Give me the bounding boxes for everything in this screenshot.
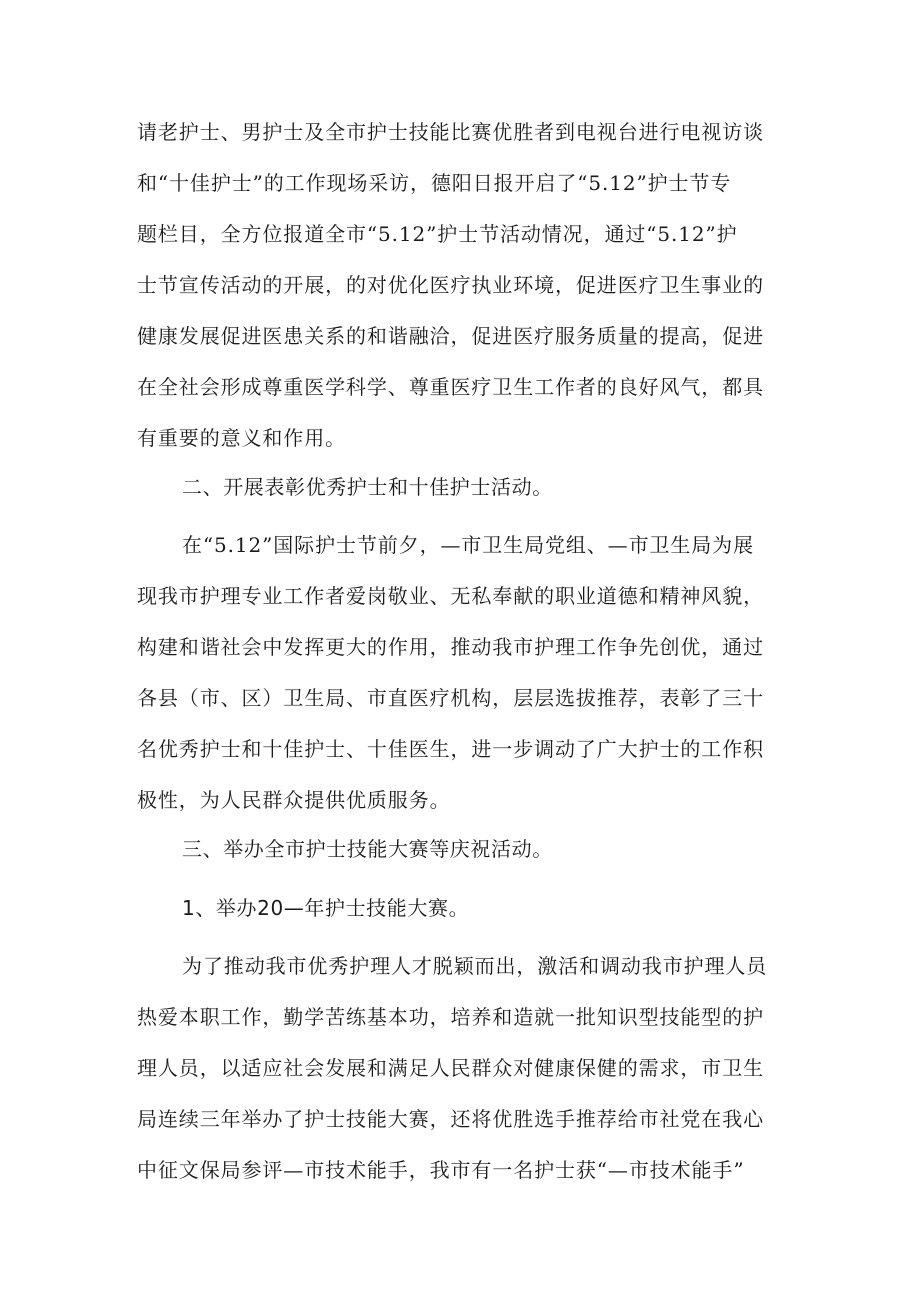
paragraph-6-line-1: 为了推动我市优秀护理人才脱颖而出，激活和调动我市护理人员 xyxy=(182,954,768,978)
paragraph-1-line-5: 健康发展促进医患关系的和谐融洽，促进医疗服务质量的提高，促进 xyxy=(137,324,764,348)
paragraph-1-line-7: 有重要的意义和作用。 xyxy=(137,426,346,450)
paragraph-1-line-2: 和“十佳护士”的工作现场采访，德阳日报开启了“5.12”护士节专 xyxy=(137,171,732,195)
paragraph-6-line-2: 热爱本职工作，勤学苦练基本功，培养和造就一批知识型技能型的护 xyxy=(137,1005,764,1029)
paragraph-6-line-5: 中征文保局参评—市技术能手，我市有一名护士获“—市技术能手” xyxy=(137,1158,745,1182)
paragraph-3-line-3: 构建和谐社会中发挥更大的作用，推动我市护理工作争先创优，通过 xyxy=(137,635,764,659)
section-heading-3: 三、举办全市护士技能大赛等庆祝活动。 xyxy=(182,837,553,861)
paragraph-1-line-4: 士节宣传活动的开展，的对优化医疗执业环境，促进医疗卫生事业的 xyxy=(137,273,764,297)
paragraph-3-line-2: 现我市护理专业工作者爱岗敬业、无私奉献的职业道德和精神风貌， xyxy=(137,584,764,608)
paragraph-1-line-3: 题栏目，全方位报道全市“5.12”护士节活动情况，通过“5.12”护 xyxy=(137,222,738,246)
paragraph-6-line-3: 理人员，以适应社会发展和满足人民群众对健康保健的需求，市卫生 xyxy=(137,1056,764,1080)
paragraph-3-line-5: 名优秀护士和十佳护士、十佳医生，进一步调动了广大护士的工作积 xyxy=(137,737,764,761)
paragraph-3-line-4: 各县（市、区）卫生局、市直医疗机构，层层选拔推荐，表彰了三十 xyxy=(137,686,764,710)
paragraph-3-line-1: 在“5.12”国际护士节前夕，—市卫生局党组、—市卫生局为展 xyxy=(182,533,754,557)
paragraph-3-line-6: 极性，为人民群众提供优质服务。 xyxy=(137,788,451,812)
paragraph-6-line-4: 局连续三年举办了护士技能大赛，还将优胜选手推荐给市社党在我心 xyxy=(137,1107,764,1131)
paragraph-1-line-1: 请老护士、男护士及全市护士技能比赛优胜者到电视台进行电视访谈 xyxy=(137,120,764,144)
section-heading-2: 二、开展表彰优秀护士和十佳护士活动。 xyxy=(182,475,553,499)
subsection-heading-1: 1、举办20—年护士技能大赛。 xyxy=(182,896,470,920)
paragraph-1-line-6: 在全社会形成尊重医学科学、尊重医疗卫生工作者的良好风气，都具 xyxy=(137,375,764,399)
